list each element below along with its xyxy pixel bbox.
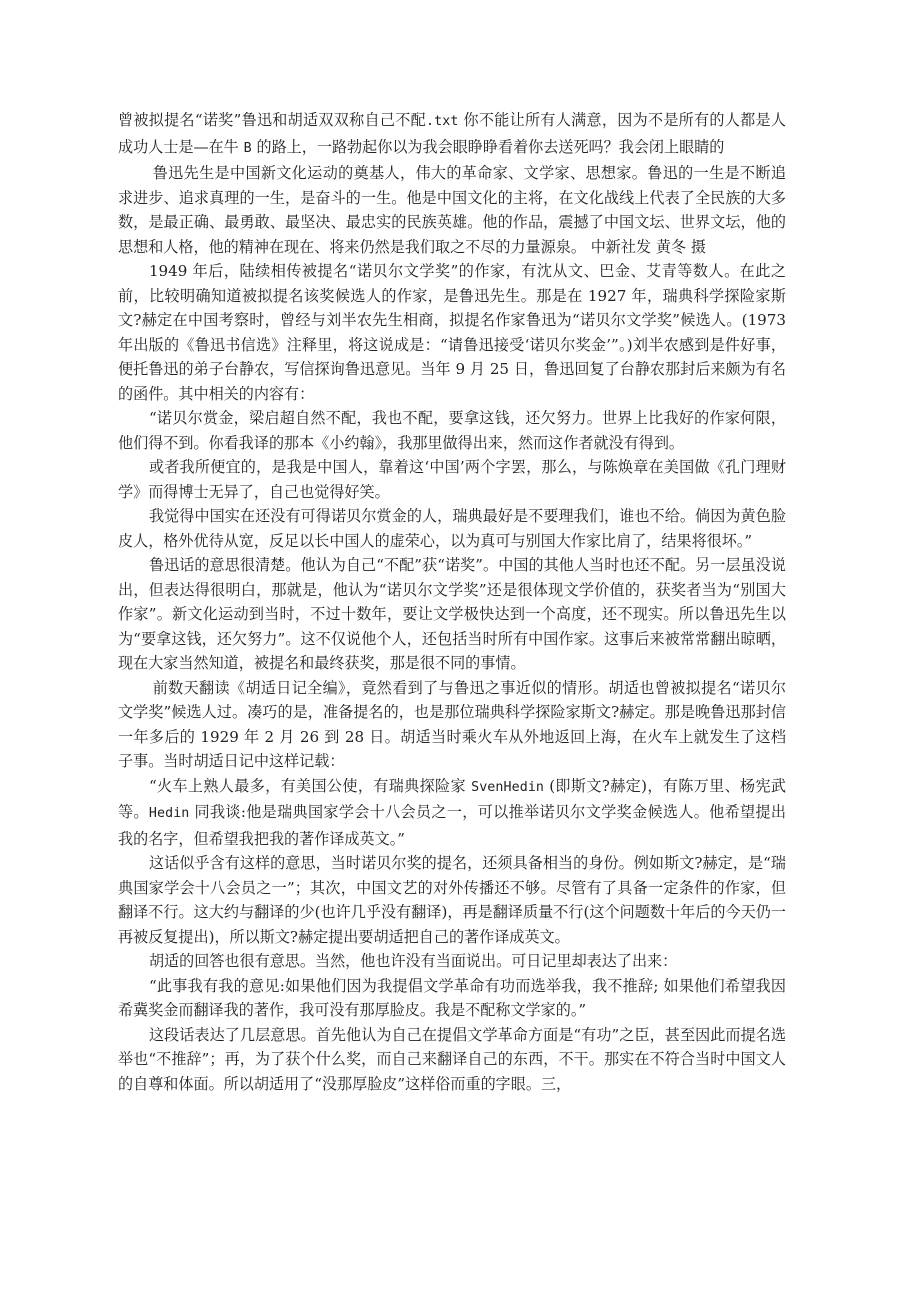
- paragraph-1949-nominees: 1949 年后，陆续相传被提名“诺贝尔文学奖”的作家，有沈从文、巴金、艾青等数人。在此之前，比较明确知道被拟提名该奖候选人的作家，是鲁迅先生。那是在 1927 年，瑞典科学探险家斯文?赫定在中国考察时，曾经与刘半农先生相商，拟提名作家鲁迅为“诺贝尔文学奖”候选人。(1973 年出版的《鲁迅书信选》注释里，将这说成是：“请鲁迅接受‘诺贝尔奖金’”。)刘半农感到是件好事，便托鲁迅的弟子台静农，写信探询鲁迅意见。当年 9 月 25 日，鲁迅回复了台静农那封后来颇为有名的函件。其中相关的内容有：: [118, 262, 786, 403]
- paragraph-final-analysis: 这段话表达了几层意思。首先他认为自己在提倡文学革命方面是“有功”之臣，甚至因此而提名选举也“不推辞”；再，为了获个什么奖，而自己来翻译自己的东西，不干。那实在不符合当时中国文人的自尊和体面。所以胡适用了“没那厚脸皮”这样俗而重的字眼。三，: [118, 1025, 786, 1093]
- paragraph-quote-china-two-words: 或者我所便宜的，是我是中国人，靠着这‘中国’两个字罢，那么，与陈焕章在美国做《孔门理财学》而得博士无异了，自己也觉得好笑。: [118, 458, 786, 501]
- paragraph-quote-sweden-better-ignore: 我觉得中国实在还没有可得诺贝尔赏金的人，瑞典最好是不要理我们，谁也不给。倘因为黄色脸皮人，格外优待从宽，反足以长中国人的虚荣心，以为真可与别国大作家比肩了，结果将很坏。”: [118, 507, 786, 550]
- paragraph-hushi-diary-quote: “此事我有我的意见:如果他们因为我提倡文学革命有功而选举我，我不推辞; 如果他们希望我因希冀奖金而翻译我的著作，我可没有那厚脸皮。我是不配称文学家的。”: [118, 976, 786, 1019]
- document-body: [118, 108, 786, 1096]
- paragraph-hushi-diary-found: 前数天翻读《胡适日记全编》，竟然看到了与鲁迅之事近似的情形。胡适也曾被拟提名“诺贝尔文学奖”候选人过。凑巧的是，准备提名的，也是那位瑞典科学探险家斯文?赫定。那是晚鲁迅那封信一年多后的 1929 年 2 月 26 到 28 日。胡适当时乘火车从外地返回上海，在火车上就发生了这档子事。当时胡适日记中这样记载：: [118, 678, 786, 770]
- paragraph-meaning-analysis: 鲁迅话的意思很清楚。他认为自己“不配”获“诺奖”。中国的其他人当时也还不配。另一层虽没说出，但表达得很明白，那就是，他认为“诺贝尔文学奖”还是很体现文学价值的，获奖者当为“别国大作家”。新文化运动到当时，不过十数年，要让文学极快达到一个高度，还不现实。所以鲁迅先生以为“要拿这钱，还欠努力”。这不仅说他个人，还包括当时所有中国作家。这事后来被常常翻出晾晒，现在大家当然知道，被提名和最终获奖，那是很不同的事情。: [118, 556, 786, 672]
- paragraph-quote-nobel-prize-money: “诺贝尔赏金，梁启超自然不配，我也不配，要拿这钱，还欠努力。世界上比我好的作家何限，他们得不到。你看我译的那本《小约翰》，我那里做得出来，然而这作者就没有得到。: [118, 409, 786, 452]
- paragraph-diary-quote-train: “火车上熟人最多，有美国公使，有瑞典探险家 SvenHedin (即斯文?赫定)，有陈万里、杨宪武等。Hedin 同我谈:他是瑞典国家学会十八会员之一，可以推举诺贝尔文学奖金候选人。他希望提出我的名字，但希望我把我的著作译成英文。”: [118, 776, 787, 848]
- paragraph-hushi-reply-intro: 胡适的回答也很有意思。当然，他也许没有当面说出。可日记里却表达了出来：: [148, 952, 678, 970]
- paragraph-header-filename-line: 曾被拟提名“诺奖”鲁迅和胡适双双称自己不配.txt 你不能让所有人满意，因为不是所有的人都是人成功人士是—在牛 B 的路上，一路勃起你以为我会眼睁睁看着你去送死吗？我会闭上眼睛的: [118, 111, 786, 156]
- paragraph-luxun-intro: 鲁迅先生是中国新文化运动的奠基人，伟大的革命家、文学家、思想家。鲁迅的一生是不断追求进步、追求真理的一生，是奋斗的一生。他是中国文化的主将，在文化战线上代表了全民族的大多数，是最正确、最勇敢、最坚决、最忠实的民族英雄。他的作品，震撼了中国文坛、世界文坛，他的思想和人格，他的精神在现在、将来仍然是我们取之不尽的力量源泉。 中新社发 黄冬 摄: [118, 164, 786, 256]
- paragraph-analysis-identity: 这话似乎含有这样的意思，当时诺贝尔奖的提名，还须具备相当的身份。例如斯文?赫定，是“瑞典国家学会十八会员之一”；其次，中国文艺的对外传播还不够。尽管有了具备一定条件的作家，但翻译不行。这大约与翻译的少(也许几乎没有翻译)，再是翻译质量不行(这个问题数十年后的今天仍一再被反复提出)，所以斯文?赫定提出要胡适把自己的著作译成英文。: [118, 854, 786, 946]
